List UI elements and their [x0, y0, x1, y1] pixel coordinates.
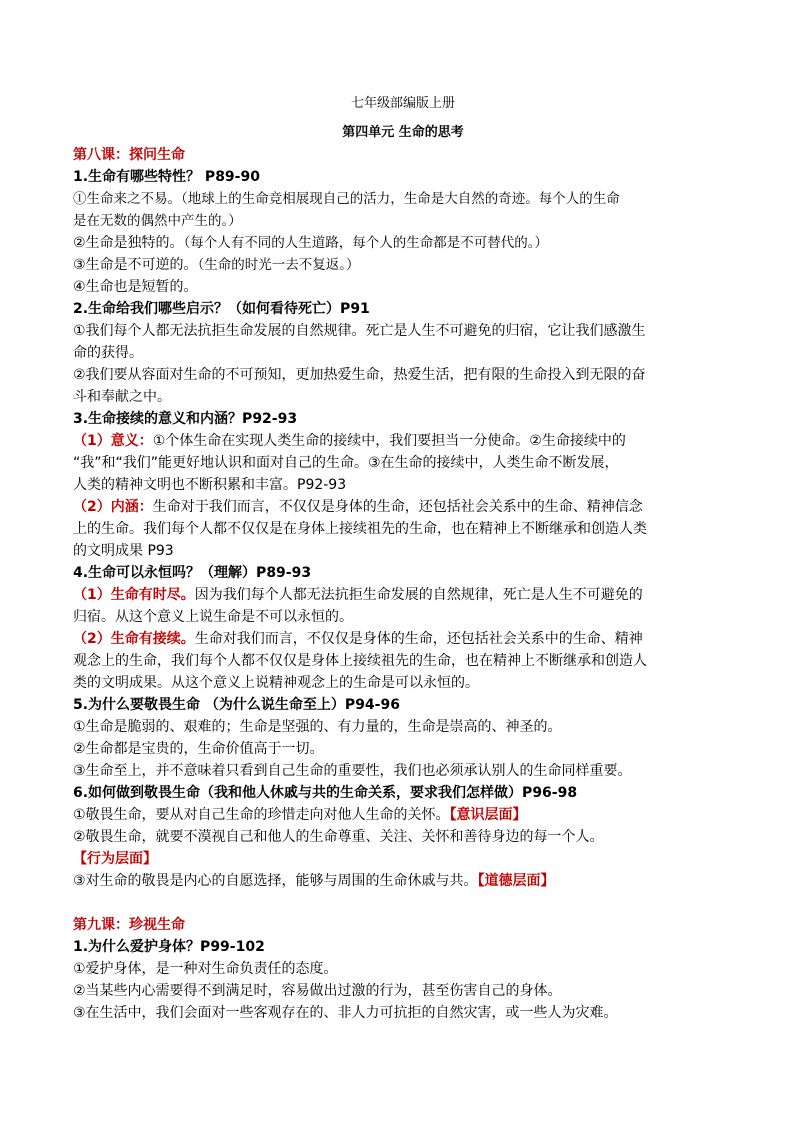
- q2-line2: 命的获得。: [73, 345, 143, 361]
- q5-line3: ③生命至上，并不意味着只看到自己生命的重要性，我们也必须承认别人的生命同样重要。: [73, 763, 632, 779]
- q6-line3: [73, 870, 733, 892]
- q6-tag-moral: 【道德层面】: [477, 873, 555, 889]
- q3-p2-label: （2）内涵：: [73, 499, 153, 515]
- q2-line3: ②我们要从容面对生命的不可预知，更加热爱生命，热爱生活，把有限的生命投入到无限的奋: [73, 367, 646, 383]
- q4-p2-line3: 类的文明成果。从这个意义上说精神观念上的生命是可以永恒的。: [73, 675, 479, 691]
- q3-p1-line1: [73, 430, 733, 452]
- q1-line1: ①生命来之不易。（地球上的生命竞相展现自己的活力，生命是大自然的奇迹。每个人的生命: [73, 191, 620, 207]
- q4-p1-line1: [73, 584, 733, 606]
- q5-line1: ①生命是脆弱的、艰难的；生命是坚强的、有力量的，生命是崇高的、神圣的。: [73, 719, 562, 735]
- document-title: 七年级部编版上册: [350, 96, 455, 111]
- q6-line1: [73, 804, 733, 826]
- q3-p1-text: ①个体生命在实现人类生命的接续中，我们要担当一分使命。②生命接续中的: [152, 433, 626, 449]
- q1-line2: 是在无数的偶然中产生的。）: [73, 213, 242, 229]
- q3-p1-label: （1）意义：: [73, 433, 153, 449]
- q6-title: 6.如何做到敬畏生命（我和他人休戚与共的生命关系，要求我们怎样做）P96-98: [73, 785, 578, 801]
- q5-line2: ②生命都是宝贵的，生命价值高于一切。: [73, 741, 324, 757]
- q6-line2: ②敬畏生命，就要不漠视自己和他人的生命尊重、关注、关怀和善待身边的每一个人。: [73, 829, 604, 845]
- q3-p2-line2: 上的生命。我们每个人都不仅仅是在身体上接续祖先的生命，也在精神上不断继承和创造人类: [73, 521, 647, 537]
- q1-line4-main: ③生命是不可逆的。: [73, 257, 198, 273]
- q6-line3-text: ③对生命的敬畏是内心的自愿选择，能够与周围的生命休戚与共。: [73, 873, 478, 889]
- q6-tag-behavior: 【行为层面】: [73, 851, 157, 867]
- q2-line1: ①我们每个人都无法抗拒生命发展的自然规律。死亡是人生不可避免的归宿，它让我们感激生: [73, 323, 646, 339]
- q1-line3-main: ②生命是独特的。: [73, 235, 184, 251]
- q4-p1-label: （1）生命有时尽。: [73, 587, 195, 603]
- l9-q1-line1: ①爱护身体，是一种对生命负责任的态度。: [73, 961, 338, 977]
- section-spacer: [73, 892, 733, 914]
- lesson9-heading: 第九课：珍视生命: [73, 917, 185, 933]
- q5-title: 5.为什么要敬畏生命 （为什么说生命至上）P94-96: [73, 697, 400, 713]
- q4-p1-text: 因为我们每个人都无法抗拒生命发展的自然规律，死亡是人生不可避免的: [194, 587, 643, 603]
- q3-p1-line2: “我”和“我们”能更好地认识和面对自己的生命。③在生命的接续中，人类生命不断发展，: [73, 455, 619, 471]
- q1-line3-note: （每个人有不同的人生道路，每个人的生命都是不可替代的。）: [183, 235, 549, 251]
- q1-line3: [73, 232, 733, 254]
- q1-title: 1.生命有哪些特性？ P89-90: [73, 169, 260, 185]
- lesson8-heading: 第八课：探问生命: [73, 147, 185, 163]
- document-page: [73, 92, 733, 1024]
- l9-q1-line2: ②当某些内心需要得不到满足时，容易做出过激的行为，甚至伤害自己的身体。: [73, 983, 562, 999]
- q1-line4: [73, 254, 733, 276]
- q4-p1-line2: 归宿。从这个意义上说生命是不可以永恒的。: [73, 609, 353, 625]
- q1-line4-note: （生命的时光一去不复返。）: [197, 257, 360, 273]
- q3-title: 3.生命接续的意义和内涵？P92-93: [73, 411, 298, 427]
- l9-q1-line3: ③在生活中，我们会面对一些客观存在的、非人力可抗拒的自然灾害，或一些人为灾难。: [73, 1005, 618, 1021]
- q2-line4: 斗和奉献之中。: [73, 389, 171, 405]
- q4-p2-text: 生命对我们而言，不仅仅是身体的生命，还包括社会关系中的生命、精神: [194, 631, 643, 647]
- l9-q1-title: 1.为什么爱护身体？P99-102: [73, 939, 265, 955]
- q1-line5: ④生命也是短暂的。: [73, 279, 198, 295]
- q6-line1-text: ①敬畏生命，要从对自己生命的珍惜走向对他人生命的关怀。: [73, 807, 450, 823]
- q3-p2-text: 生命对于我们而言，不仅仅是身体的生命，还包括社会关系中的生命、精神信念: [152, 499, 643, 515]
- q3-p2-line3: 的文明成果 P93: [73, 543, 174, 559]
- q4-p2-label: （2）生命有接续。: [73, 631, 195, 647]
- q3-p2-line1: [73, 496, 733, 518]
- q6-tag-awareness: 【意识层面】: [449, 807, 527, 823]
- q2-title: 2.生命给我们哪些启示？（如何看待死亡）P91: [73, 301, 370, 317]
- q4-title: 4.生命可以永恒吗？（理解）P89-93: [73, 565, 312, 581]
- unit-title: 第四单元 生命的思考: [342, 125, 464, 140]
- q4-p2-line1: [73, 628, 733, 650]
- q4-p2-line2: 观念上的生命，我们每个人都不仅仅是身体上接续祖先的生命，也在精神上不断继承和创造人: [73, 653, 647, 669]
- q3-p1-line3: 人类的精神文明也不断积累和丰富。P92-93: [73, 477, 347, 493]
